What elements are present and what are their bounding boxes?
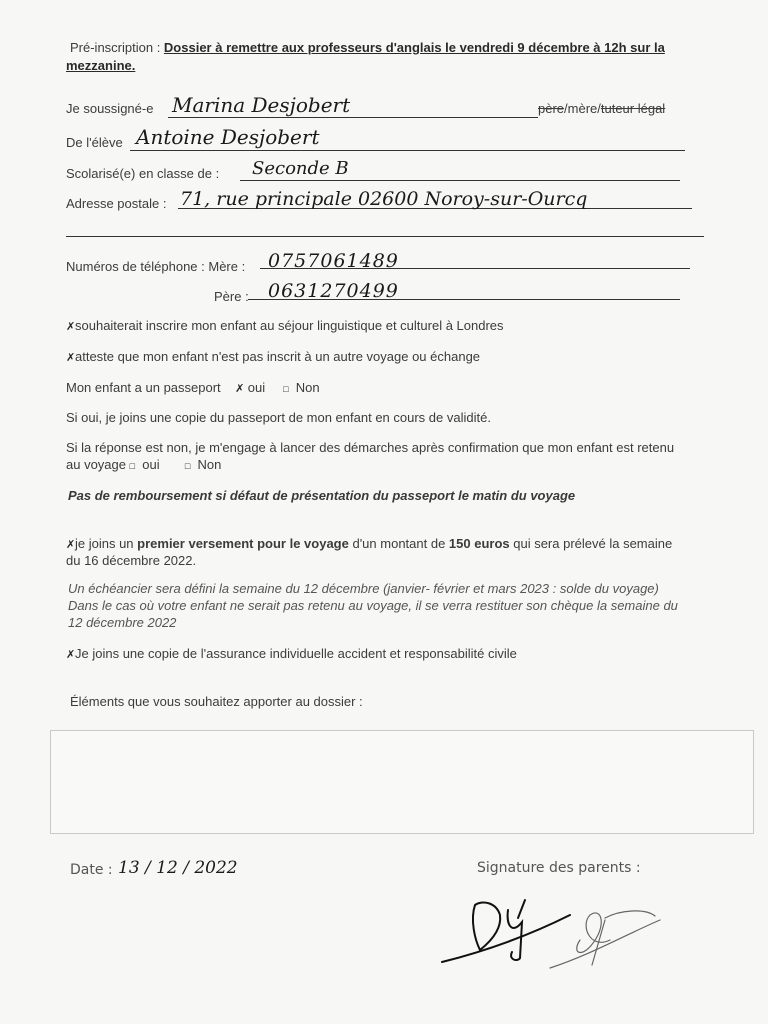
tel-pere-value: 0631270499	[268, 280, 399, 302]
adresse-underline-2	[66, 236, 704, 237]
check-assurance-label: Je joins une copie de l'assurance individuelle accident et responsabilité civile	[75, 646, 517, 661]
echeancier-line1: Un échéancier sera défini la semaine du 12 décembre (janvier- février et mars 2023 : solde du voyage)	[68, 581, 659, 596]
remboursement-note: Pas de remboursement si défaut de présentation du passeport le matin du voyage	[68, 488, 576, 503]
signature-1	[442, 900, 570, 962]
signature-label: Signature des parents :	[477, 860, 641, 876]
retenu-non-label: Non	[197, 457, 222, 472]
header-line1	[70, 40, 665, 55]
check-atteste-label: atteste que mon enfant n'est pas inscrit à un autre voyage ou échange	[75, 349, 481, 364]
soussigne-underline	[168, 117, 538, 118]
retenu-non-box-icon[interactable]: □	[184, 461, 191, 471]
classe-value: Seconde B	[252, 158, 349, 179]
reponse-non-line1: Si la réponse est non, je m'engage à lancer des démarches après confirmation que mon enfant est retenu	[66, 440, 675, 455]
check-sejour-label: souhaiterait inscrire mon enfant au séjour linguistique et culturel à Londres	[75, 318, 504, 333]
versement-d: 150 euros	[448, 536, 510, 551]
versement-b: premier versement pour le voyage	[137, 536, 349, 551]
header-prefix: Pré-inscription :	[70, 40, 164, 55]
classe-underline	[240, 180, 680, 181]
echeancier-line3: 12 décembre 2022	[68, 615, 177, 630]
tel-mere-value: 0757061489	[268, 250, 399, 272]
checked-mark-icon[interactable]: ✗	[66, 352, 76, 364]
passeport-non-label: Non	[295, 380, 320, 395]
classe-label: Scolarisé(e) en classe de :	[66, 166, 220, 181]
elements-textbox[interactable]	[50, 730, 754, 834]
passeport-row	[66, 380, 320, 395]
passeport-oui-checked-icon[interactable]: ✗	[235, 383, 245, 395]
retenu-oui-box-icon[interactable]: □	[129, 461, 136, 471]
checked-mark-icon[interactable]: ✗	[66, 321, 76, 333]
role-choices	[538, 101, 665, 116]
copie-passeport: Si oui, je joins une copie du passeport de mon enfant en cours de validité.	[66, 410, 491, 425]
adresse-label: Adresse postale :	[66, 196, 167, 211]
checked-mark-icon[interactable]: ✗	[66, 539, 76, 551]
date-label: Date :	[70, 862, 113, 878]
header-title-line2: mezzanine.	[66, 58, 136, 73]
versement-a: je joins un	[75, 536, 138, 551]
date-value: 13 / 12 / 2022	[118, 858, 238, 878]
versement-c: d'un montant de	[348, 536, 449, 551]
elements-label: Éléments que vous souhaitez apporter au dossier :	[70, 694, 363, 709]
eleve-label: De l'élève	[66, 135, 123, 150]
soussigne-label: Je soussigné-e	[66, 101, 154, 116]
role-tuteur: tuteur légal	[600, 101, 666, 116]
versement-line2: du 16 décembre 2022.	[66, 553, 197, 568]
echeancier-line2: Dans le cas où votre enfant ne serait pas retenu au voyage, il se verra restituer son chèque la semaine du	[68, 598, 678, 613]
check-assurance[interactable]	[66, 646, 517, 661]
pere-label: Père :	[214, 289, 249, 304]
adresse-value: 71, rue principale 02600 Noroy-sur-Ourcq	[180, 188, 588, 210]
header-title: Dossier à remettre aux professeurs d'anglais le vendredi 9 décembre à 12h sur la	[163, 40, 665, 55]
reponse-non-text: au voyage	[66, 457, 126, 472]
passeport-non-box-icon[interactable]: □	[283, 384, 289, 394]
checked-mark-icon[interactable]: ✗	[66, 649, 76, 661]
passeport-oui-label: oui	[247, 380, 266, 395]
soussigne-value: Marina Desjobert	[172, 93, 351, 117]
check-atteste[interactable]	[66, 349, 480, 364]
signature-2	[550, 911, 660, 968]
check-versement[interactable]	[66, 536, 672, 551]
reponse-non-line2	[66, 457, 221, 472]
check-sejour[interactable]	[66, 318, 504, 333]
eleve-value: Antoine Desjobert	[136, 125, 320, 149]
versement-e: qui sera prélevé la semaine	[509, 536, 673, 551]
eleve-underline	[130, 150, 685, 151]
tel-label: Numéros de téléphone : Mère :	[66, 259, 246, 274]
retenu-oui-label: oui	[142, 457, 160, 472]
role-mere: /mère/	[564, 101, 601, 116]
passeport-label: Mon enfant a un passeport	[66, 380, 221, 395]
role-pere: père	[538, 101, 565, 116]
signature-drawing	[430, 880, 680, 980]
